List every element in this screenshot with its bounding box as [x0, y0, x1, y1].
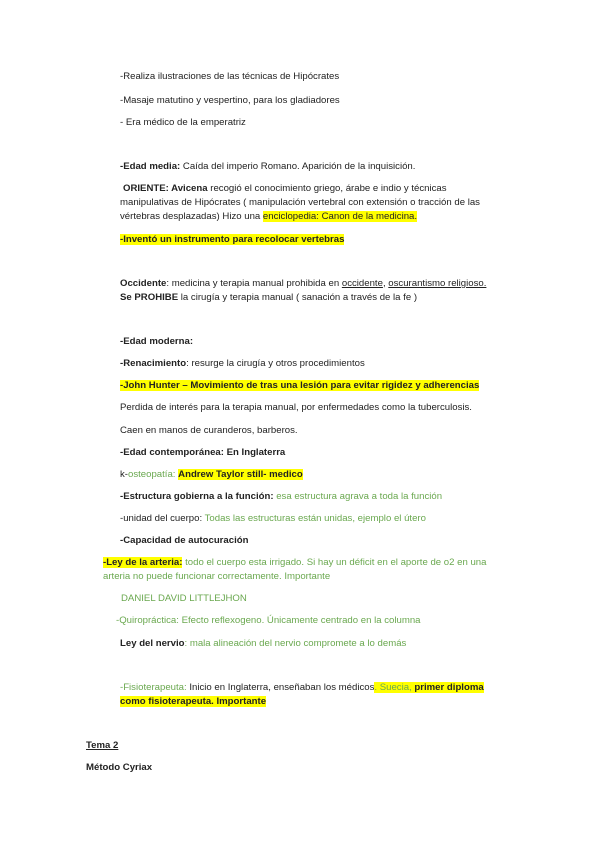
text: - Era médico de la emperatriz	[120, 117, 246, 128]
text: : resurge la cirugía y otros procedimientos	[186, 358, 365, 369]
text-line	[120, 447, 285, 459]
text-line	[120, 469, 303, 481]
green-text: arteria no puede funcionar correctamente. Importante	[103, 571, 331, 582]
text: -Realiza ilustraciones de las técnicas de Hipócrates	[120, 71, 340, 82]
heading: -Edad contemporánea: En Inglaterra	[120, 447, 286, 458]
green-text: todo el cuerpo esta irrigado. Si hay un déficit en el aporte de o2 en una	[182, 557, 487, 568]
text-line	[120, 95, 340, 107]
heading: Occidente	[120, 278, 167, 289]
heading: -Renacimiento	[120, 358, 187, 369]
heading: -Edad moderna:	[120, 336, 194, 347]
highlighted-text: -John Hunter – Movimiento de tras una lesión para evitar rigidez y adherencias	[120, 380, 480, 391]
green-text: DANIEL DAVID LITTLEJHON	[121, 593, 247, 604]
heading: Ley del nervio	[120, 638, 185, 649]
text: recogió el conocimiento griego, árabe e indio y técnicas	[207, 183, 447, 194]
text-line	[120, 234, 344, 246]
text-line	[116, 615, 421, 627]
section-title	[86, 740, 118, 752]
heading: -Estructura gobierna a la función:	[120, 491, 274, 502]
heading: Tema 2	[86, 740, 119, 751]
text: Perdida de interés para la terapia manual, por enfermedades como la tuberculosis.	[120, 402, 472, 413]
text-line	[120, 358, 365, 370]
text-line	[103, 571, 330, 583]
text-line	[120, 292, 417, 304]
highlighted-text: . Suecia,	[374, 682, 415, 693]
text-line	[120, 535, 248, 547]
green-text: -Fisioterapeuta:	[120, 682, 187, 693]
highlighted-text: -Inventó un instrumento para recolocar vertebras	[120, 234, 345, 245]
green-text: : mala alineación del nervio compromete a lo demás	[184, 638, 407, 649]
text: : medicina y terapia manual prohibida en	[166, 278, 342, 289]
text-line	[120, 491, 442, 503]
text-line	[120, 71, 339, 83]
text-line	[120, 211, 417, 223]
text-line	[103, 557, 486, 569]
text: k-	[120, 469, 128, 480]
text-line	[120, 682, 484, 694]
text: manipulativas de Hipócrates ( manipulación vertebral con extensión o tracción de las	[120, 197, 480, 208]
text-line	[121, 593, 247, 605]
text: Inicio en Inglaterra, enseñaban los médicos	[186, 682, 375, 693]
text-line	[86, 762, 152, 774]
text-line	[120, 696, 266, 708]
text-line	[120, 197, 480, 209]
green-text: esa estructura agrava a toda la función	[273, 491, 443, 502]
text-line	[120, 402, 472, 414]
text-line	[120, 117, 246, 129]
text: Caída del imperio Romano. Aparición de la inquisición.	[180, 161, 416, 172]
text-line	[120, 425, 298, 437]
text-line	[120, 638, 406, 650]
underlined-text: oscurantismo religioso.	[388, 278, 487, 289]
highlighted-text: enciclopedia: Canon de la medicina.	[262, 211, 418, 222]
underlined-text: occidente	[341, 278, 383, 289]
green-text: Todas las estructuras están unidas, ejemplo el útero	[202, 513, 426, 524]
heading: -Capacidad de autocuración	[120, 535, 249, 546]
highlighted-text: primer diploma	[414, 682, 484, 693]
heading: Se PROHIBE	[120, 292, 179, 303]
text: la cirugía y terapia manual ( sanación a través de la fe )	[178, 292, 418, 303]
highlighted-text: Andrew Taylor still- medico	[178, 469, 303, 480]
text-line	[120, 380, 479, 392]
heading: ORIENTE: Avicena	[123, 183, 208, 194]
green-text: osteopatía:	[128, 469, 176, 480]
heading: Método Cyriax	[86, 762, 153, 773]
text: -unidad del cuerpo:	[120, 513, 203, 524]
text-line	[120, 513, 426, 525]
text: ,	[382, 278, 389, 289]
text: vértebras desplazadas) Hizo una	[120, 211, 263, 222]
text-line	[120, 161, 415, 173]
text-line	[123, 183, 447, 195]
text: -Masaje matutino y vespertino, para los gladiadores	[120, 95, 340, 106]
text-line	[120, 336, 193, 348]
highlighted-text: como fisioterapeuta. Importante	[120, 696, 267, 707]
heading: -Edad media:	[120, 161, 181, 172]
green-text: -Quiropráctica: Efecto reflexogeno. Únicamente centrado en la columna	[116, 615, 421, 626]
text-line	[120, 278, 486, 290]
text: Caen en manos de curanderos, barberos.	[120, 425, 298, 436]
highlighted-text: -Ley de la arteria:	[103, 557, 183, 568]
